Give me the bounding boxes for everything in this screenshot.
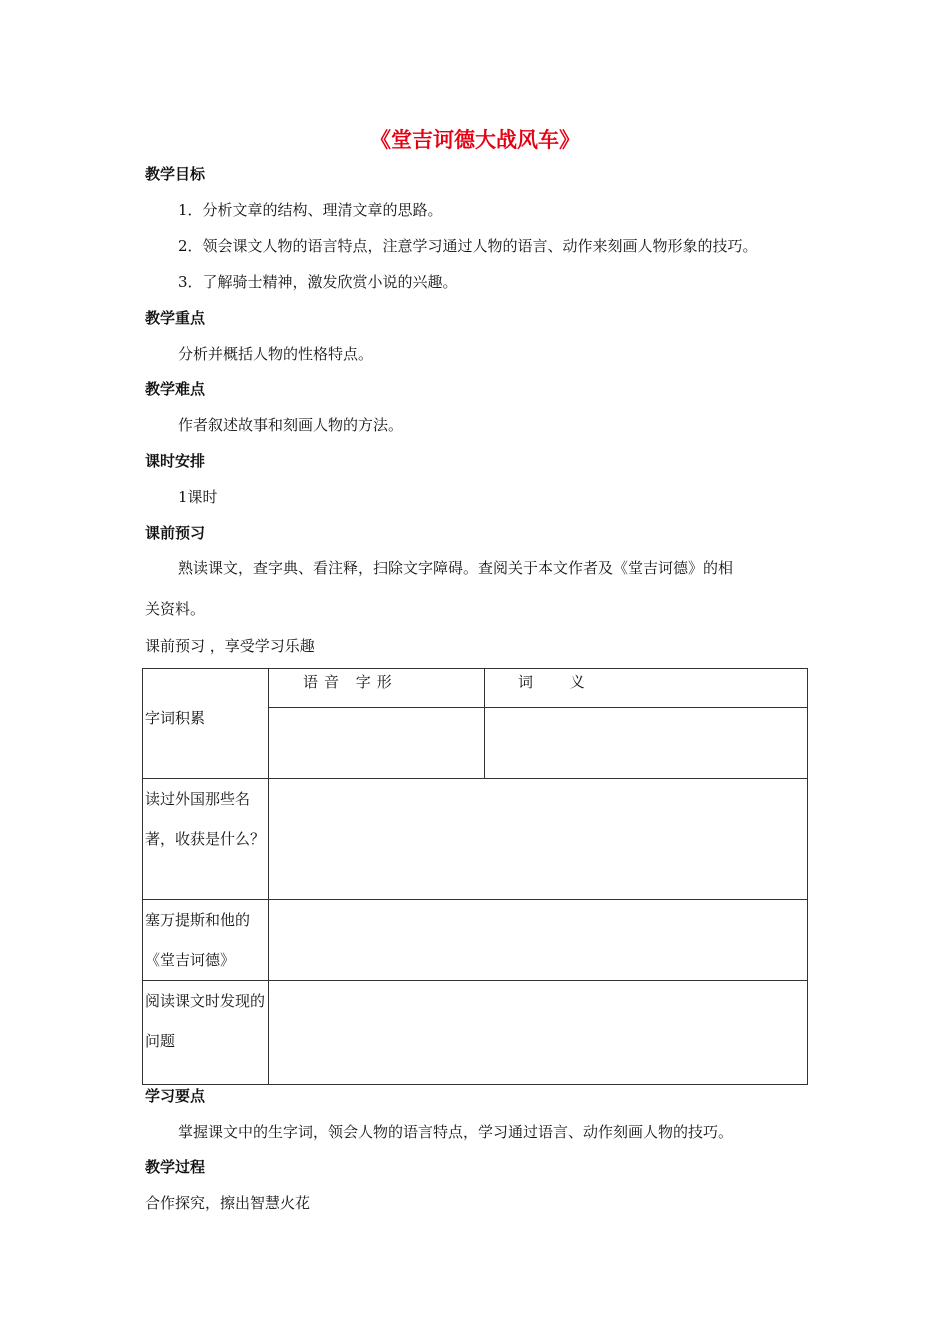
process-text: 合作探究，擦出智慧火花 [145,1194,311,1212]
goal-item-3: 3．了解骑士精神，激发欣赏小说的兴趣。 [178,273,458,291]
heading-schedule: 课时安排 [145,452,206,470]
table-cell-cervantes-input[interactable] [269,900,808,981]
heading-preview: 课前预习 [145,524,206,542]
table-row-vocabulary-label: 字词积累 [143,669,269,779]
table-header-meaning: 词 义 [485,669,808,708]
preview-subheading: 课前预习 ，享受学习乐趣 [145,637,315,655]
table-row-questions-label: 阅读课文时发现的问题 [143,981,269,1085]
heading-key-points: 教学重点 [145,309,206,327]
table-cell-foreign-classics-input[interactable] [269,779,808,900]
document-title: 《堂吉诃德大战风车》 [370,128,580,152]
difficulties-text: 作者叙述故事和刻画人物的方法。 [178,416,404,434]
preview-text-line2: 关资料。 [145,600,206,618]
table-row-foreign-classics-label: 读过外国那些名著，收获是什么？ [143,779,269,900]
table-cell-questions-input[interactable] [269,981,808,1085]
table-cell-meaning-input[interactable] [485,708,808,779]
study-points-text: 掌握课文中的生字词，领会人物的语言特点，学习通过语言、动作刻画人物的技巧。 [178,1123,734,1141]
table-row-cervantes-label: 塞万提斯和他的《堂吉诃德》 [143,900,269,981]
preview-text-line1: 熟读课文，查字典、看注释，扫除文字障碍。查阅关于本文作者及《堂吉诃德》的相 [178,559,734,577]
heading-teaching-process: 教学过程 [145,1158,206,1176]
preview-table [142,668,808,1085]
heading-difficulties: 教学难点 [145,380,206,398]
goal-item-2: 2．领会课文人物的语言特点，注意学习通过人物的语言、动作来刻画人物形象的技巧。 [178,237,758,255]
table-cell-pronunciation-input[interactable] [269,708,485,779]
key-points-text: 分析并概括人物的性格特点。 [178,345,374,363]
table-header-pronunciation: 语音 字形 [269,669,485,708]
heading-study-points: 学习要点 [145,1087,206,1105]
schedule-text: 1课时 [178,488,218,506]
goal-item-1: 1．分析文章的结构、理清文章的思路。 [178,201,443,219]
heading-teaching-goals: 教学目标 [145,165,206,183]
